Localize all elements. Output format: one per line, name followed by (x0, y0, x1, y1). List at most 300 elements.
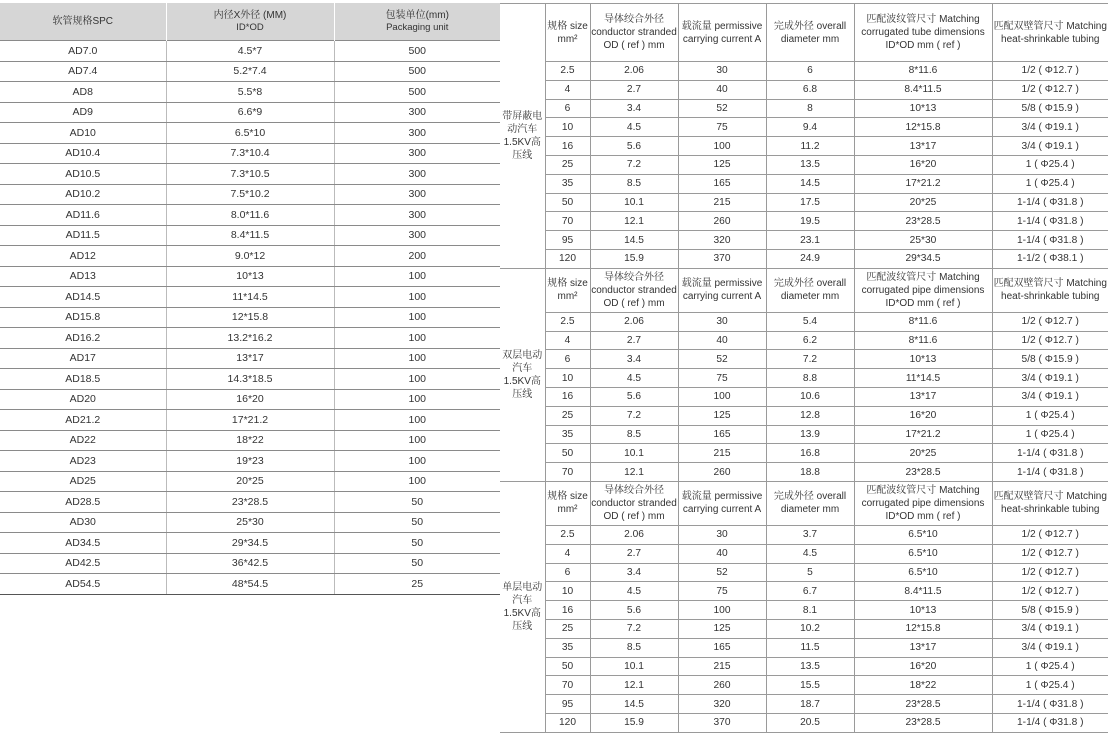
header-id-od: 内径X外径 (MM) ID*OD (166, 3, 334, 41)
current-cell: 320 (678, 695, 766, 714)
header-heat-shrink: 匹配双壁管尺寸 Matching heat-shrinkable tubing (992, 481, 1108, 525)
id-od-cell: 16*20 (166, 389, 334, 410)
current-cell: 125 (678, 619, 766, 638)
heat-shrink-cell: 1/2 ( Φ12.7 ) (992, 582, 1108, 601)
header-size: 规格 size mm² (545, 268, 590, 312)
table-row (0, 164, 500, 185)
corrugated-tube-cell: 20*25 (854, 444, 992, 463)
header-corrugated-tube: 匹配波纹管尺寸 Matching corrugated tube dimensions ID*OD mm ( ref ) (854, 4, 992, 62)
corrugated-tube-cell: 16*20 (854, 657, 992, 676)
spec-cell: AD12 (0, 246, 166, 267)
heat-shrink-cell: 1-1/4 ( Φ31.8 ) (992, 695, 1108, 714)
id-od-cell: 7.3*10.4 (166, 143, 334, 164)
size-cell: 4 (545, 80, 590, 99)
header-overall-diameter: 完成外径 overall diameter mm (766, 4, 854, 62)
size-cell: 6 (545, 350, 590, 369)
size-cell: 70 (545, 463, 590, 482)
header-size: 规格 size mm² (545, 481, 590, 525)
corrugated-tube-cell: 25*30 (854, 231, 992, 250)
ev-cable-body (500, 4, 1108, 733)
table-row (500, 155, 1108, 174)
heat-shrink-cell: 1/2 ( Φ12.7 ) (992, 544, 1108, 563)
packaging-cell: 50 (334, 492, 500, 513)
size-cell: 2.5 (545, 312, 590, 331)
table-row (500, 331, 1108, 350)
heat-shrink-cell: 1/2 ( Φ12.7 ) (992, 331, 1108, 350)
spec-cell: AD23 (0, 451, 166, 472)
heat-shrink-cell: 3/4 ( Φ19.1 ) (992, 118, 1108, 137)
spec-cell: AD10.2 (0, 184, 166, 205)
header-overall-diameter: 完成外径 overall diameter mm (766, 268, 854, 312)
table-row (500, 369, 1108, 388)
overall-diameter-cell: 8 (766, 99, 854, 118)
spec-cell: AD11.5 (0, 225, 166, 246)
conductor-od-cell: 10.1 (590, 657, 678, 676)
table-row (500, 638, 1108, 657)
packaging-cell: 25 (334, 574, 500, 595)
heat-shrink-cell: 1/2 ( Φ12.7 ) (992, 525, 1108, 544)
size-cell: 6 (545, 563, 590, 582)
overall-diameter-cell: 23.1 (766, 231, 854, 250)
table-row (0, 266, 500, 287)
heat-shrink-cell: 3/4 ( Φ19.1 ) (992, 137, 1108, 156)
size-cell: 6 (545, 99, 590, 118)
spec-cell: AD42.5 (0, 553, 166, 574)
table-row (0, 41, 500, 62)
packaging-cell: 100 (334, 348, 500, 369)
overall-diameter-cell: 6.7 (766, 582, 854, 601)
corrugated-tube-cell: 8*11.6 (854, 331, 992, 350)
spec-cell: AD18.5 (0, 369, 166, 390)
group-label: 单层电动汽车1.5KV高压线 (500, 481, 545, 732)
id-od-cell: 5.2*7.4 (166, 61, 334, 82)
conductor-od-cell: 5.6 (590, 137, 678, 156)
table-row (0, 184, 500, 205)
table-row (500, 174, 1108, 193)
spec-cell: AD10.5 (0, 164, 166, 185)
size-cell: 4 (545, 544, 590, 563)
conductor-od-cell: 2.06 (590, 312, 678, 331)
heat-shrink-cell: 1/2 ( Φ12.7 ) (992, 563, 1108, 582)
packaging-cell: 100 (334, 451, 500, 472)
table-row (500, 312, 1108, 331)
overall-diameter-cell: 12.8 (766, 406, 854, 425)
table-row (500, 118, 1108, 137)
packaging-cell: 300 (334, 102, 500, 123)
heat-shrink-cell: 1-1/2 ( Φ38.1 ) (992, 249, 1108, 268)
conductor-od-cell: 12.1 (590, 212, 678, 231)
spec-cell: AD34.5 (0, 533, 166, 554)
corrugated-tube-cell: 20*25 (854, 193, 992, 212)
corrugated-tube-cell: 10*13 (854, 601, 992, 620)
conductor-od-cell: 2.06 (590, 62, 678, 81)
packaging-cell: 100 (334, 430, 500, 451)
packaging-cell: 500 (334, 82, 500, 103)
conductor-od-cell: 12.1 (590, 676, 678, 695)
corrugated-tube-cell: 16*20 (854, 406, 992, 425)
spec-cell: AD14.5 (0, 287, 166, 308)
heat-shrink-cell: 1-1/4 ( Φ31.8 ) (992, 212, 1108, 231)
size-cell: 120 (545, 249, 590, 268)
id-od-cell: 23*28.5 (166, 492, 334, 513)
table-row (500, 406, 1108, 425)
overall-diameter-cell: 14.5 (766, 174, 854, 193)
spec-cell: AD28.5 (0, 492, 166, 513)
heat-shrink-cell: 5/8 ( Φ15.9 ) (992, 350, 1108, 369)
packaging-cell: 50 (334, 533, 500, 554)
current-cell: 30 (678, 312, 766, 331)
spec-cell: AD54.5 (0, 574, 166, 595)
current-cell: 215 (678, 193, 766, 212)
overall-diameter-cell: 16.8 (766, 444, 854, 463)
current-cell: 75 (678, 118, 766, 137)
header-current: 载流量 permissive carrying current A (678, 268, 766, 312)
table-row (500, 601, 1108, 620)
spec-cell: AD7.0 (0, 41, 166, 62)
table-row (500, 544, 1108, 563)
packaging-cell: 100 (334, 471, 500, 492)
header-packaging: 包装单位(mm) Packaging unit (334, 3, 500, 41)
hose-spec-table (0, 3, 500, 595)
conductor-od-cell: 15.9 (590, 249, 678, 268)
overall-diameter-cell: 17.5 (766, 193, 854, 212)
table-row (0, 574, 500, 595)
corrugated-tube-cell: 18*22 (854, 676, 992, 695)
heat-shrink-cell: 1/2 ( Φ12.7 ) (992, 62, 1108, 81)
table-row (0, 143, 500, 164)
table-row (500, 387, 1108, 406)
corrugated-tube-cell: 10*13 (854, 99, 992, 118)
size-cell: 25 (545, 155, 590, 174)
table-row (500, 525, 1108, 544)
table-row (0, 471, 500, 492)
table-row (500, 657, 1108, 676)
packaging-cell: 300 (334, 205, 500, 226)
size-cell: 10 (545, 582, 590, 601)
size-cell: 16 (545, 387, 590, 406)
heat-shrink-cell: 1-1/4 ( Φ31.8 ) (992, 444, 1108, 463)
table-row (500, 695, 1108, 714)
id-od-cell: 14.3*18.5 (166, 369, 334, 390)
heat-shrink-cell: 1 ( Φ25.4 ) (992, 174, 1108, 193)
size-cell: 2.5 (545, 525, 590, 544)
id-od-cell: 8.4*11.5 (166, 225, 334, 246)
overall-diameter-cell: 6.2 (766, 331, 854, 350)
conductor-od-cell: 10.1 (590, 444, 678, 463)
current-cell: 215 (678, 657, 766, 676)
table-row (500, 249, 1108, 268)
overall-diameter-cell: 19.5 (766, 212, 854, 231)
corrugated-tube-cell: 8.4*11.5 (854, 582, 992, 601)
table-row (0, 369, 500, 390)
heat-shrink-cell: 3/4 ( Φ19.1 ) (992, 638, 1108, 657)
table-row (500, 444, 1108, 463)
size-cell: 70 (545, 212, 590, 231)
corrugated-tube-cell: 12*15.8 (854, 118, 992, 137)
conductor-od-cell: 10.1 (590, 193, 678, 212)
spec-cell: AD13 (0, 266, 166, 287)
id-od-cell: 4.5*7 (166, 41, 334, 62)
size-cell: 95 (545, 695, 590, 714)
current-cell: 260 (678, 212, 766, 231)
table-row (500, 713, 1108, 732)
id-od-cell: 25*30 (166, 512, 334, 533)
current-cell: 75 (678, 369, 766, 388)
overall-diameter-cell: 18.7 (766, 695, 854, 714)
id-od-cell: 6.5*10 (166, 123, 334, 144)
table-row (500, 463, 1108, 482)
current-cell: 52 (678, 563, 766, 582)
header-corrugated-tube: 匹配波纹管尺寸 Matching corrugated pipe dimensions ID*OD mm ( ref ) (854, 481, 992, 525)
heat-shrink-cell: 1-1/4 ( Φ31.8 ) (992, 193, 1108, 212)
id-od-cell: 7.3*10.5 (166, 164, 334, 185)
current-cell: 100 (678, 137, 766, 156)
id-od-cell: 18*22 (166, 430, 334, 451)
packaging-cell: 300 (334, 225, 500, 246)
id-od-cell: 10*13 (166, 266, 334, 287)
conductor-od-cell: 4.5 (590, 369, 678, 388)
table-row (0, 553, 500, 574)
current-cell: 215 (678, 444, 766, 463)
overall-diameter-cell: 15.5 (766, 676, 854, 695)
table-row (0, 492, 500, 513)
packaging-cell: 300 (334, 184, 500, 205)
table-row (0, 246, 500, 267)
spec-cell: AD17 (0, 348, 166, 369)
conductor-od-cell: 5.6 (590, 387, 678, 406)
table-row (0, 348, 500, 369)
table-row (0, 205, 500, 226)
size-cell: 16 (545, 601, 590, 620)
packaging-cell: 100 (334, 369, 500, 390)
group-label: 带屏蔽电动汽车1.5KV高压线 (500, 4, 545, 269)
conductor-od-cell: 2.7 (590, 544, 678, 563)
group-label: 双层电动汽车1.5KV高压线 (500, 268, 545, 481)
corrugated-tube-cell: 6.5*10 (854, 544, 992, 563)
current-cell: 260 (678, 676, 766, 695)
conductor-od-cell: 2.06 (590, 525, 678, 544)
current-cell: 165 (678, 174, 766, 193)
current-cell: 30 (678, 525, 766, 544)
id-od-cell: 9.0*12 (166, 246, 334, 267)
packaging-cell: 100 (334, 328, 500, 349)
header-current: 载流量 permissive carrying current A (678, 4, 766, 62)
current-cell: 75 (678, 582, 766, 601)
id-od-cell: 13*17 (166, 348, 334, 369)
conductor-od-cell: 3.4 (590, 563, 678, 582)
corrugated-tube-cell: 6.5*10 (854, 563, 992, 582)
table-row (500, 231, 1108, 250)
size-cell: 16 (545, 137, 590, 156)
corrugated-tube-cell: 11*14.5 (854, 369, 992, 388)
spec-cell: AD30 (0, 512, 166, 533)
packaging-cell: 500 (334, 41, 500, 62)
id-od-cell: 20*25 (166, 471, 334, 492)
size-cell: 50 (545, 657, 590, 676)
table-row (0, 61, 500, 82)
size-cell: 35 (545, 174, 590, 193)
table-row (500, 137, 1108, 156)
overall-diameter-cell: 6.8 (766, 80, 854, 99)
conductor-od-cell: 2.7 (590, 331, 678, 350)
heat-shrink-cell: 3/4 ( Φ19.1 ) (992, 387, 1108, 406)
conductor-od-cell: 2.7 (590, 80, 678, 99)
header-size: 规格 size mm² (545, 4, 590, 62)
corrugated-tube-cell: 23*28.5 (854, 463, 992, 482)
current-cell: 370 (678, 249, 766, 268)
size-cell: 35 (545, 425, 590, 444)
table-row (0, 102, 500, 123)
header-heat-shrink: 匹配双壁管尺寸 Matching heat-shrinkable tubing (992, 4, 1108, 62)
table-row (0, 225, 500, 246)
corrugated-tube-cell: 23*28.5 (854, 713, 992, 732)
packaging-cell: 100 (334, 389, 500, 410)
id-od-cell: 17*21.2 (166, 410, 334, 431)
packaging-cell: 200 (334, 246, 500, 267)
overall-diameter-cell: 20.5 (766, 713, 854, 732)
packaging-cell: 500 (334, 61, 500, 82)
packaging-cell: 100 (334, 307, 500, 328)
packaging-cell: 300 (334, 164, 500, 185)
current-cell: 260 (678, 463, 766, 482)
overall-diameter-cell: 11.5 (766, 638, 854, 657)
current-cell: 40 (678, 544, 766, 563)
group-header-row (500, 481, 1108, 525)
table-row (500, 425, 1108, 444)
conductor-od-cell: 3.4 (590, 350, 678, 369)
table-row (0, 512, 500, 533)
heat-shrink-cell: 5/8 ( Φ15.9 ) (992, 99, 1108, 118)
spec-cell: AD15.8 (0, 307, 166, 328)
conductor-od-cell: 14.5 (590, 231, 678, 250)
conductor-od-cell: 8.5 (590, 638, 678, 657)
overall-diameter-cell: 24.9 (766, 249, 854, 268)
corrugated-tube-cell: 29*34.5 (854, 249, 992, 268)
conductor-od-cell: 7.2 (590, 619, 678, 638)
table-row (0, 451, 500, 472)
overall-diameter-cell: 8.1 (766, 601, 854, 620)
hose-spec-body (0, 41, 500, 595)
size-cell: 25 (545, 619, 590, 638)
current-cell: 125 (678, 406, 766, 425)
current-cell: 165 (678, 425, 766, 444)
overall-diameter-cell: 3.7 (766, 525, 854, 544)
size-cell: 120 (545, 713, 590, 732)
size-cell: 2.5 (545, 62, 590, 81)
packaging-cell: 100 (334, 266, 500, 287)
corrugated-tube-cell: 13*17 (854, 638, 992, 657)
header-heat-shrink: 匹配双壁管尺寸 Matching heat-shrinkable tubing (992, 268, 1108, 312)
size-cell: 70 (545, 676, 590, 695)
corrugated-tube-cell: 8*11.6 (854, 62, 992, 81)
heat-shrink-cell: 3/4 ( Φ19.1 ) (992, 619, 1108, 638)
conductor-od-cell: 3.4 (590, 99, 678, 118)
table-row (0, 287, 500, 308)
overall-diameter-cell: 9.4 (766, 118, 854, 137)
current-cell: 30 (678, 62, 766, 81)
spec-cell: AD8 (0, 82, 166, 103)
ev-cable-table (500, 3, 1108, 733)
current-cell: 165 (678, 638, 766, 657)
group-header-row (500, 4, 1108, 62)
table-row (500, 563, 1108, 582)
corrugated-tube-cell: 23*28.5 (854, 212, 992, 231)
conductor-od-cell: 14.5 (590, 695, 678, 714)
heat-shrink-cell: 1 ( Φ25.4 ) (992, 425, 1108, 444)
overall-diameter-cell: 4.5 (766, 544, 854, 563)
table-row (0, 328, 500, 349)
header-conductor-od: 导体绞合外径 conductor stranded OD ( ref ) mm (590, 4, 678, 62)
overall-diameter-cell: 13.5 (766, 657, 854, 676)
heat-shrink-cell: 1-1/4 ( Φ31.8 ) (992, 463, 1108, 482)
group-header-row (500, 268, 1108, 312)
spec-cell: AD16.2 (0, 328, 166, 349)
corrugated-tube-cell: 8*11.6 (854, 312, 992, 331)
heat-shrink-cell: 3/4 ( Φ19.1 ) (992, 369, 1108, 388)
conductor-od-cell: 4.5 (590, 582, 678, 601)
size-cell: 4 (545, 331, 590, 350)
conductor-od-cell: 12.1 (590, 463, 678, 482)
header-overall-diameter: 完成外径 overall diameter mm (766, 481, 854, 525)
table-row (500, 350, 1108, 369)
id-od-cell: 7.5*10.2 (166, 184, 334, 205)
heat-shrink-cell: 1-1/4 ( Φ31.8 ) (992, 231, 1108, 250)
table-row (500, 212, 1108, 231)
header-conductor-od: 导体绞合外径 conductor stranded OD ( ref ) mm (590, 481, 678, 525)
packaging-cell: 50 (334, 512, 500, 533)
table-row (0, 410, 500, 431)
conductor-od-cell: 7.2 (590, 155, 678, 174)
current-cell: 52 (678, 350, 766, 369)
id-od-cell: 13.2*16.2 (166, 328, 334, 349)
id-od-cell: 11*14.5 (166, 287, 334, 308)
spec-cell: AD20 (0, 389, 166, 410)
size-cell: 95 (545, 231, 590, 250)
spec-cell: AD21.2 (0, 410, 166, 431)
current-cell: 370 (678, 713, 766, 732)
corrugated-tube-cell: 13*17 (854, 387, 992, 406)
conductor-od-cell: 4.5 (590, 118, 678, 137)
header-corrugated-tube: 匹配波纹管尺寸 Matching corrugated pipe dimensions ID*OD mm ( ref ) (854, 268, 992, 312)
id-od-cell: 19*23 (166, 451, 334, 472)
conductor-od-cell: 7.2 (590, 406, 678, 425)
packaging-cell: 50 (334, 553, 500, 574)
hose-spec-header-row (0, 3, 500, 41)
header-conductor-od: 导体绞合外径 conductor stranded OD ( ref ) mm (590, 268, 678, 312)
corrugated-tube-cell: 12*15.8 (854, 619, 992, 638)
overall-diameter-cell: 8.8 (766, 369, 854, 388)
current-cell: 100 (678, 601, 766, 620)
overall-diameter-cell: 5.4 (766, 312, 854, 331)
header-spec: 软管规格SPC (0, 3, 166, 41)
current-cell: 125 (678, 155, 766, 174)
packaging-cell: 300 (334, 143, 500, 164)
spec-cell: AD9 (0, 102, 166, 123)
table-row (500, 80, 1108, 99)
spec-cell: AD10.4 (0, 143, 166, 164)
current-cell: 320 (678, 231, 766, 250)
size-cell: 10 (545, 369, 590, 388)
table-row (500, 676, 1108, 695)
overall-diameter-cell: 6 (766, 62, 854, 81)
heat-shrink-cell: 1 ( Φ25.4 ) (992, 155, 1108, 174)
corrugated-tube-cell: 13*17 (854, 137, 992, 156)
size-cell: 35 (545, 638, 590, 657)
current-cell: 52 (678, 99, 766, 118)
table-row (0, 533, 500, 554)
table-row (0, 307, 500, 328)
conductor-od-cell: 5.6 (590, 601, 678, 620)
